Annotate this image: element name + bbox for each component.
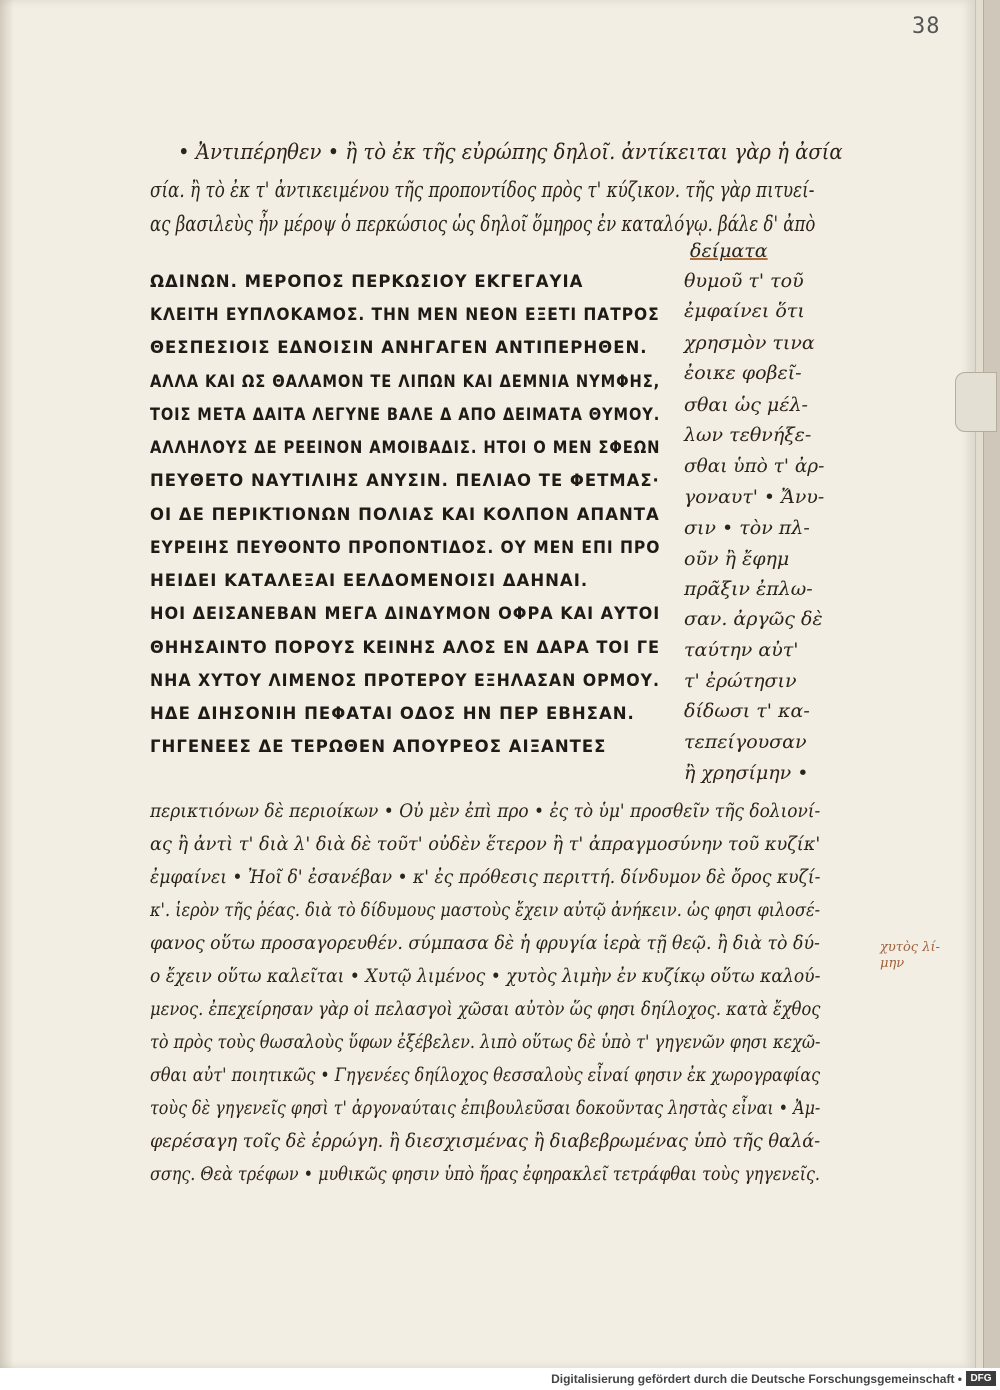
red-marginal-note [880,940,940,972]
margin-gloss-line: ἐμφαίνει ὅτι [684,300,805,322]
bottom-gloss-line: τὸ πρὸς τοὺς θωσαλοὺς ὕφων ἐξέβελεν. λιπὸ οὕτως δὲ ὑπὸ τ' γηγενῶν φησι κεχῶ- [150,1031,821,1053]
margin-gloss-line: σθαι ὡς μέλ- [684,394,808,416]
margin-gloss-line: ἐοικε φοβεῖ- [684,362,802,384]
bottom-gloss-line: σσης. Θεὰ τρέφων • μυθικῶς φησιν ὑπὸ ἥρας ἐφηρακλεῖ τετράφθαι τοὺς γηγενεῖς. [150,1163,820,1185]
margin-gloss-line: θυμοῦ τ' τοῦ [684,270,804,292]
bottom-gloss-line: τοὺς δὲ γηγενεῖς φησὶ τ' ἀργοναύταις ἐπιβουλεῦσαι δοκοῦντας ληστὰς εἶναι • Ἀμ- [150,1097,821,1119]
bottom-gloss-line: φανος οὕτω προσαγορευθέν. σύμπασα δὲ ἡ φρυγία ἱερὰ τῇ θεῷ. ἢ διὰ τὸ δύ- [150,932,820,954]
verse-line: ΗΔΕ ΔΙΗΣΟΝΙΗ ΠΕΦΑΤΑΙ ΟΔΟΣ ΗΝ ΠΕΡ ΕΒΗΣΑΝ. [150,704,635,723]
margin-gloss-line: οῦν ἢ ἔφημ [684,548,790,570]
folio-number: 38 [912,14,941,39]
verse-line: ΗΟΙ ΔΕΙΣΑΝΕΒΑΝ ΜΕΓΑ ΔΙΝΔΥΜΟΝ ΟΦΡΑ ΚΑΙ ΑΥΤΟΙ [150,604,661,623]
margin-gloss-line: γοναυτ' • Ἄνυ- [684,486,825,508]
verse-line: ΤΟΙΣ ΜΕΤΑ ΔΑΙΤΑ ΛΕΓΥΝΕ ΒΑΛΕ Δ ΑΠΟ ΔΕΙΜΑΤΑ ΘΥΜΟΥ. [150,405,661,424]
gutter-shadow [0,0,14,1368]
bottom-gloss-line: περικτιόνων δὲ περιοίκων • Οὐ μὲν ἐπὶ προ • ἐς τὸ ὑμ' προσθεῖν τῆς δολιονί- [150,800,821,822]
margin-gloss-line: χρησμὸν τινα [684,332,815,354]
footer-bar [0,1368,1000,1390]
verse-line: ΟΙ ΔΕ ΠΕΡΙΚΤΙΟΝΩΝ ΠΟΛΙΑΣ ΚΑΙ ΚΟΛΠΟΝ ΑΠΑΝΤΑ [150,505,660,524]
verse-line: ΘΗΗΣΑΙΝΤΟ ΠΟΡΟΥΣ ΚΕΙΝΗΣ ΑΛΟΣ ΕΝ ΔΑΡΑ ΤΟΙ ΓΕ [150,638,661,657]
margin-gloss-line: τ' ἐρώτησιν [684,670,797,692]
margin-gloss-line: σαν. ἀργῶς δὲ [684,608,823,630]
page-tab [955,372,997,432]
margin-gloss-line: ταύτην αὐτ' [684,639,799,661]
verse-line: ΓΗΓΕΝΕΕΣ ΔΕ ΤΕΡΩΘΕΝ ΑΠΟΥΡΕΟΣ ΑΙΞΑΝΤΕΣ [150,737,607,756]
verse-line: ΚΛΕΙΤΗ ΕΥΠΛΟΚΑΜΟΣ. ΤΗΝ ΜΕΝ ΝΕΟΝ ΕΞΕΤΙ ΠΑΤΡΟΣ [150,305,660,324]
verse-line: ΘΕΣΠΕΣΙΟΙΣ ΕΔΝΟΙΣΙΝ ΑΝΗΓΑΓΕΝ ΑΝΤΙΠΕΡΗΘΕΝ. [150,338,648,357]
bottom-gloss-line: σθαι αὐτ' ποιητικῶς • Γηγενέες δηίλοχος θεσσαλοὺς εἶναί φησιν ἐκ χωρογραφίας [150,1064,821,1086]
verse-line: ΕΥΡΕΙΗΣ ΠΕΥΘΟΝΤΟ ΠΡΟΠΟΝΤΙΔΟΣ. ΟΥ ΜΕΝ ΕΠΙ ΠΡΟ [150,538,661,557]
margin-gloss-line: δίδωσι τ' κα- [684,700,810,722]
verse-line: ΠΕΥΘΕΤΟ ΝΑΥΤΙΛΙΗΣ ΑΝΥΣΙΝ. ΠΕΛΙΑΟ ΤΕ ΦΕΤΜΑΣ· [150,471,660,490]
verse-line: ΗΕΙΔΕΙ ΚΑΤΑΛΕΞΑΙ ΕΕΛΔΟΜΕΝΟΙΣΙ ΔΑΗΝΑΙ. [150,571,589,590]
margin-gloss-line: πρᾶξιν ἐπλω- [684,578,813,600]
margin-gloss-line: σθαι ὑπὸ τ' ἀρ- [684,455,825,477]
funding-credit: Digitalisierung gefördert durch die Deutsche Forschungsgemeinschaft • [551,1372,962,1386]
book-edge [983,0,1000,1368]
bottom-gloss-line: ο ἔχειν οὕτω καλεῖται • Χυτῷ λιμένος • χυτὸς λιμὴν ἐν κυζίκῳ οὕτω καλού- [150,965,821,987]
bottom-gloss-line: φερέσαγη τοῖς δὲ ἐρρώγη. ἢ διεσχισμένας ἢ διαβεβρωμένας ὑπὸ τῆς θαλά- [150,1130,821,1152]
bottom-gloss-line: ας ἢ ἀντὶ τ' διὰ λ' διὰ δὲ τοῦτ' οὐδὲν ἕτερον ἢ τ' ἀπραγμοσύνην τοῦ κυζίκ' [150,833,821,855]
verse-line: ΑΛΛΗΛΟΥΣ ΔΕ ΡΕΕΙΝΟΝ ΑΜΟΙΒΑΔΙΣ. ΗΤΟΙ Ο ΜΕΝ ΣΦΕΩΝ [150,438,661,457]
margin-gloss-line: δείματα [690,240,768,262]
bottom-gloss-line: κ'. ἱερὸν τῆς ῥέας. διὰ τὸ δίδυμους μαστοὺς ἔχειν αὐτῷ ἀνήκειν. ὡς φησι φιλοσέ- [150,899,821,921]
marginal-note-line: χυτὸς λί- [880,940,940,955]
bottom-gloss-line: ἐμφαίνει • Ἠοῖ δ' ἐσανέβαν • κ' ἐς πρόθεσις περιττή. δίνδυμον δὲ ὄρος κυζί- [150,866,821,888]
bottom-gloss-line: μενος. ἐπεχείρησαν γὰρ οἱ πελασγοὶ χῶσαι αὐτὸν ὥς φησι δηίλοχος. κατὰ ἔχθος [150,998,821,1020]
verse-line: ΑΛΛΑ ΚΑΙ ΩΣ ΘΑΛΑΜΟΝ ΤΕ ΛΙΠΩΝ ΚΑΙ ΔΕΜΝΙΑ ΝΥΜΦΗΣ, [150,372,661,391]
margin-gloss-line: ἢ χρησίμην • [684,762,809,784]
marginal-note-line: μην [880,956,905,971]
margin-gloss-line: σιν • τὸν πλ- [684,517,810,539]
top-gloss-line: • Ἀντιπέρηθεν • ἢ τὸ ἐκ τῆς εὐρώπης δηλοῖ. ἀντίκειται γὰρ ἡ ἀσία [178,140,843,164]
verse-line: ΝΗΑ ΧΥΤΟΥ ΛΙΜΕΝΟΣ ΠΡΟΤΕΡΟΥ ΕΞΗΛΑΣΑΝ ΟΡΜΟΥ. [150,671,661,690]
top-gloss-line: ας βασιλεὺς ἦν μέροψ ὁ περκώσιος ὡς δηλοῖ ὅμηρος ἐν καταλόγῳ. βάλε δ' ἀπὸ [150,212,816,236]
dfg-logo: DFG [966,1371,996,1386]
top-gloss-line: σία. ἢ τὸ ἐκ τ' ἀντικειμένου τῆς προποντίδος πρὸς τ' κύζικον. τῆς γὰρ πιτυεί- [150,178,815,202]
margin-gloss-line: λων τεθνήξε- [684,424,812,446]
margin-gloss-line: τεπείγουσαν [684,731,807,753]
verse-line: ΩΔΙΝΩΝ. ΜΕΡΟΠΟΣ ΠΕΡΚΩΣΙΟΥ ΕΚΓΕΓΑΥΙΑ [150,272,584,291]
